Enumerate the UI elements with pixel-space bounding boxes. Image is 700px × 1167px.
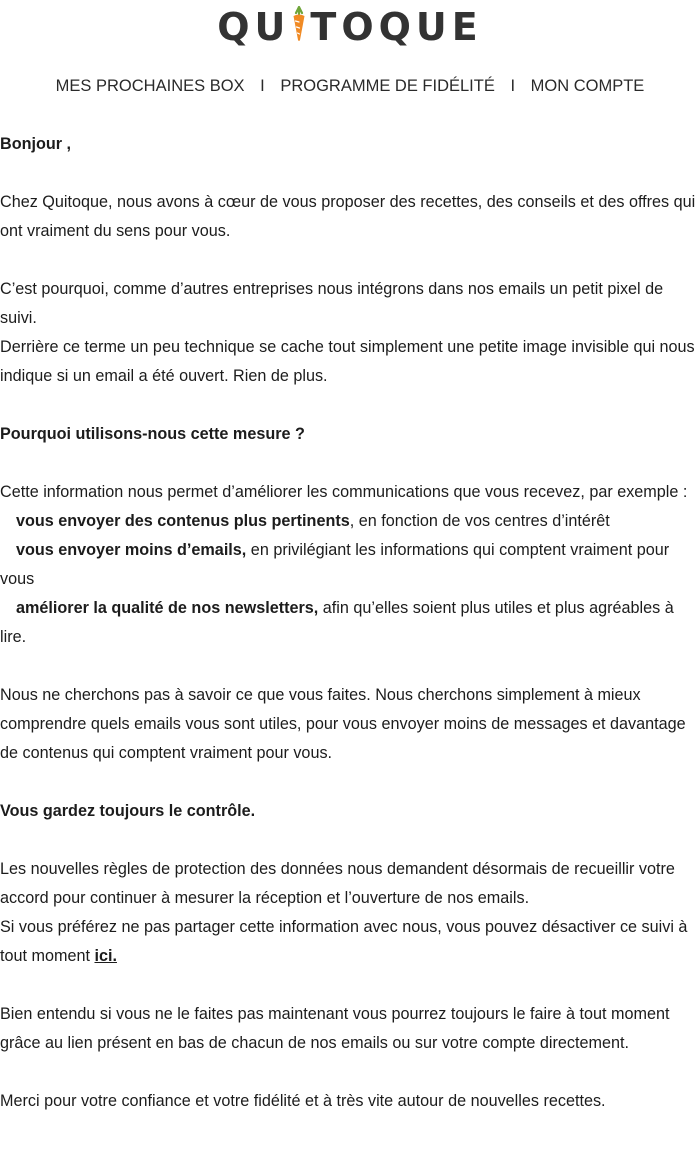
heading-control-text: Vous gardez toujours le contrôle. (0, 802, 256, 820)
list-item-text: , en fonction de vos centres d’intérêt (349, 512, 610, 530)
quitoque-logo[interactable] (0, 2, 700, 52)
opt-out-text: Si vous préférez ne pas partager cette information avec nous, vous pouvez désactiver ce suivi à tout moment (0, 918, 688, 965)
list-item-text: en privilégiant les informations qui comptent vraiment pour vous (0, 541, 670, 588)
greeting (0, 130, 700, 159)
nav-mon-compte[interactable]: MON COMPTE (530, 77, 645, 95)
header-nav (0, 74, 700, 98)
nav-programme-fidelite[interactable]: PROGRAMME DE FIDÉLITÉ (280, 77, 495, 95)
list-item-bold: vous envoyer des contenus plus pertinents (16, 512, 350, 530)
section-heading-why (0, 420, 700, 449)
greeting-text: Bonjour , (0, 135, 72, 153)
carrot-icon (291, 4, 307, 40)
paragraph-pixel: C’est pourquoi, comme d’autres entreprises nous intégrons dans nos emails un petit pixel de suivi. (0, 280, 664, 327)
nav-mes-prochaines-box[interactable]: MES PROCHAINES BOX (55, 77, 245, 95)
list-item-bold: améliorer la qualité de nos newsletters, (16, 599, 319, 617)
nav-separator: I (260, 77, 265, 95)
paragraph-thanks: Merci pour votre confiance et votre fidélité et à très vite autour de nouvelles recettes. (0, 1092, 606, 1110)
paragraph-intro: Chez Quitoque, nous avons à cœur de vous proposer des recettes, des conseils et des offres qui ont vraiment du sens pour vous. (0, 193, 696, 240)
list-item (0, 536, 700, 594)
paragraph-pixel-explanation: Derrière ce terme un peu technique se cache tout simplement une petite image invisible qui nous indique si un email a été ouvert. Rien de plus. (0, 338, 695, 385)
logo-text-end: TOQUE (310, 5, 483, 49)
email-body (0, 130, 700, 1145)
list-item (0, 594, 700, 652)
opt-out-link[interactable]: ici. (94, 947, 117, 965)
paragraph-later: Bien entendu si vous ne le faites pas maintenant vous pourrez toujours le faire à tout moment grâce au lien présent en bas de chacun de nos emails ou sur votre compte directement. (0, 1005, 670, 1052)
section-heading-control (0, 797, 700, 826)
paragraph-not-tracking: Nous ne cherchons pas à savoir ce que vous faites. Nous cherchons simplement à mieux comprendre quels emails vous sont utiles, pour vous envoyer moins de messages et davantage de contenus qui comptent vraiment pour vous. (0, 686, 686, 762)
benefits-list (0, 507, 700, 652)
list-item-bold: vous envoyer moins d’emails, (16, 541, 247, 559)
list-item (0, 507, 700, 536)
logo-text-start: QU (217, 5, 291, 49)
heading-why-text: Pourquoi utilisons-nous cette mesure ? (0, 425, 305, 443)
paragraph-opt-out (0, 913, 700, 971)
nav-separator: I (510, 77, 516, 95)
list-item-text: afin qu’elles soient plus utiles et plus agréables à lire. (0, 599, 674, 646)
email-header (0, 0, 700, 118)
paragraph-usage: Cette information nous permet d’améliorer les communications que vous recevez, par exemple : (0, 483, 688, 501)
paragraph-consent: Les nouvelles règles de protection des données nous demandent désormais de recueillir votre accord pour continuer à mesurer la réception et l’ouverture de nos emails. (0, 860, 675, 907)
